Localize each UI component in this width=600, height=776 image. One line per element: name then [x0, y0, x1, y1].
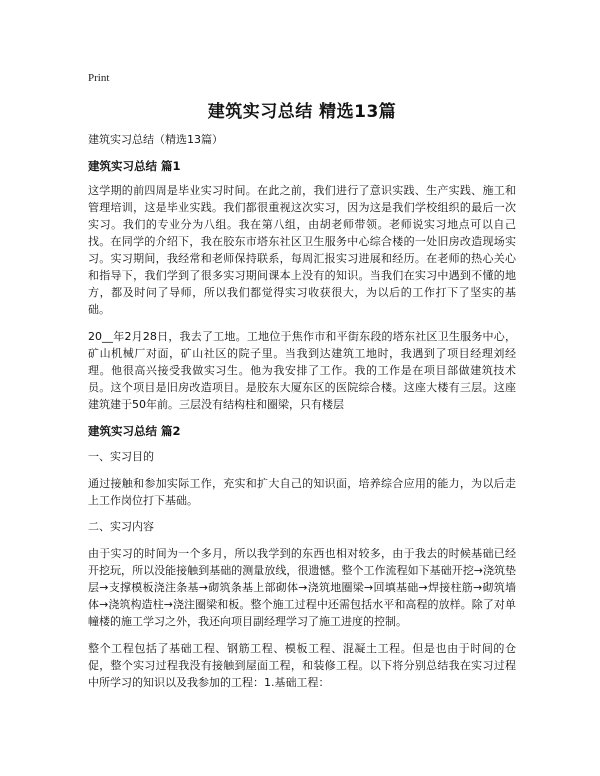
section-1-heading: 建筑实习总结 篇1 — [88, 159, 181, 173]
document-title: 建筑实习总结 精选13篇 — [207, 102, 397, 122]
document-page — [88, 70, 516, 691]
section-2-content-label: 二、实习内容 — [88, 520, 154, 533]
section-2-content-paragraph-1: 由于实习的时间为一个多月，所以我学到的东西也相对较多，由于我去的时候基础已经开挖玩，所以没能接触到基础的测量放线，很遗憾。整个工作流程如下基础开挖→浇筑垫层→支撑模板浇注条基→砌筑条基上部砌体→浇筑地圈梁→回填基础→焊接柱筋→砌筑墙体→浇筑构造柱→浇注圈梁和板。整个施工过程中还需包括水平和高程的放样。除了对单幢楼的施工学习之外，我还向项目副经理学习了施工进度的控制。 — [88, 547, 516, 628]
section-2-purpose-label: 一、实习目的 — [88, 450, 154, 463]
print-link[interactable]: Print — [88, 72, 110, 84]
section-1-paragraph-1: 这学期的前四周是毕业实习时间。在此之前，我们进行了意识实践、生产实践、施工和管理培训，这是毕业实践。我们都很重视这次实习，因为这是我们学校组织的最后一次实习。我们的专业分为八组。我在第八组，由胡老师带领。老师说实习地点可以自己找。在同学的介绍下，我在胶东市塔东社区卫生服务中心综合楼的一处旧房改造现场实习。实习期间，我经常和老师保持联系，每周汇报实习进展和经历。在老师的热心关心和指导下，我们学到了很多实习期间课本上没有的知识。当我们在实习中遇到不懂的地方，都及时问了导师，所以我们都觉得实习收获很大，为以后的工作打下了坚实的基础。 — [88, 184, 516, 316]
section-2-heading: 建筑实习总结 篇2 — [88, 424, 181, 438]
section-2-content-paragraph-2: 整个工程包括了基础工程、钢筋工程、模板工程、混凝土工程。但是也由于时间的仓促，整个实习过程我没有接触到屋面工程，和装修工程。以下将分别总结我在实习过程中所学习的知识以及我参加的工程：1.基础工程： — [88, 642, 516, 689]
section-1-paragraph-2: 20__年2月28日，我去了工地。工地位于焦作市和平街东段的塔东社区卫生服务中心，矿山机械厂对面，矿山社区的院子里。当我到达建筑工地时，我遇到了项目经理刘经理。他很高兴接受我做实习生。他为我安排了工作。我的工作是在项目部做建筑技术员。这个项目是旧房改造项目。是胶东大厦东区的医院综合楼。这座大楼有三层。这座建筑建于50年前。三层没有结构柱和圈梁，只有楼层 — [88, 330, 516, 411]
document-subtitle: 建筑实习总结（精选13篇） — [88, 133, 223, 146]
section-2-purpose-paragraph: 通过接触和参加实际工作，充实和扩大自己的知识面，培养综合应用的能力，为以后走上工作岗位打下基础。 — [88, 477, 516, 507]
